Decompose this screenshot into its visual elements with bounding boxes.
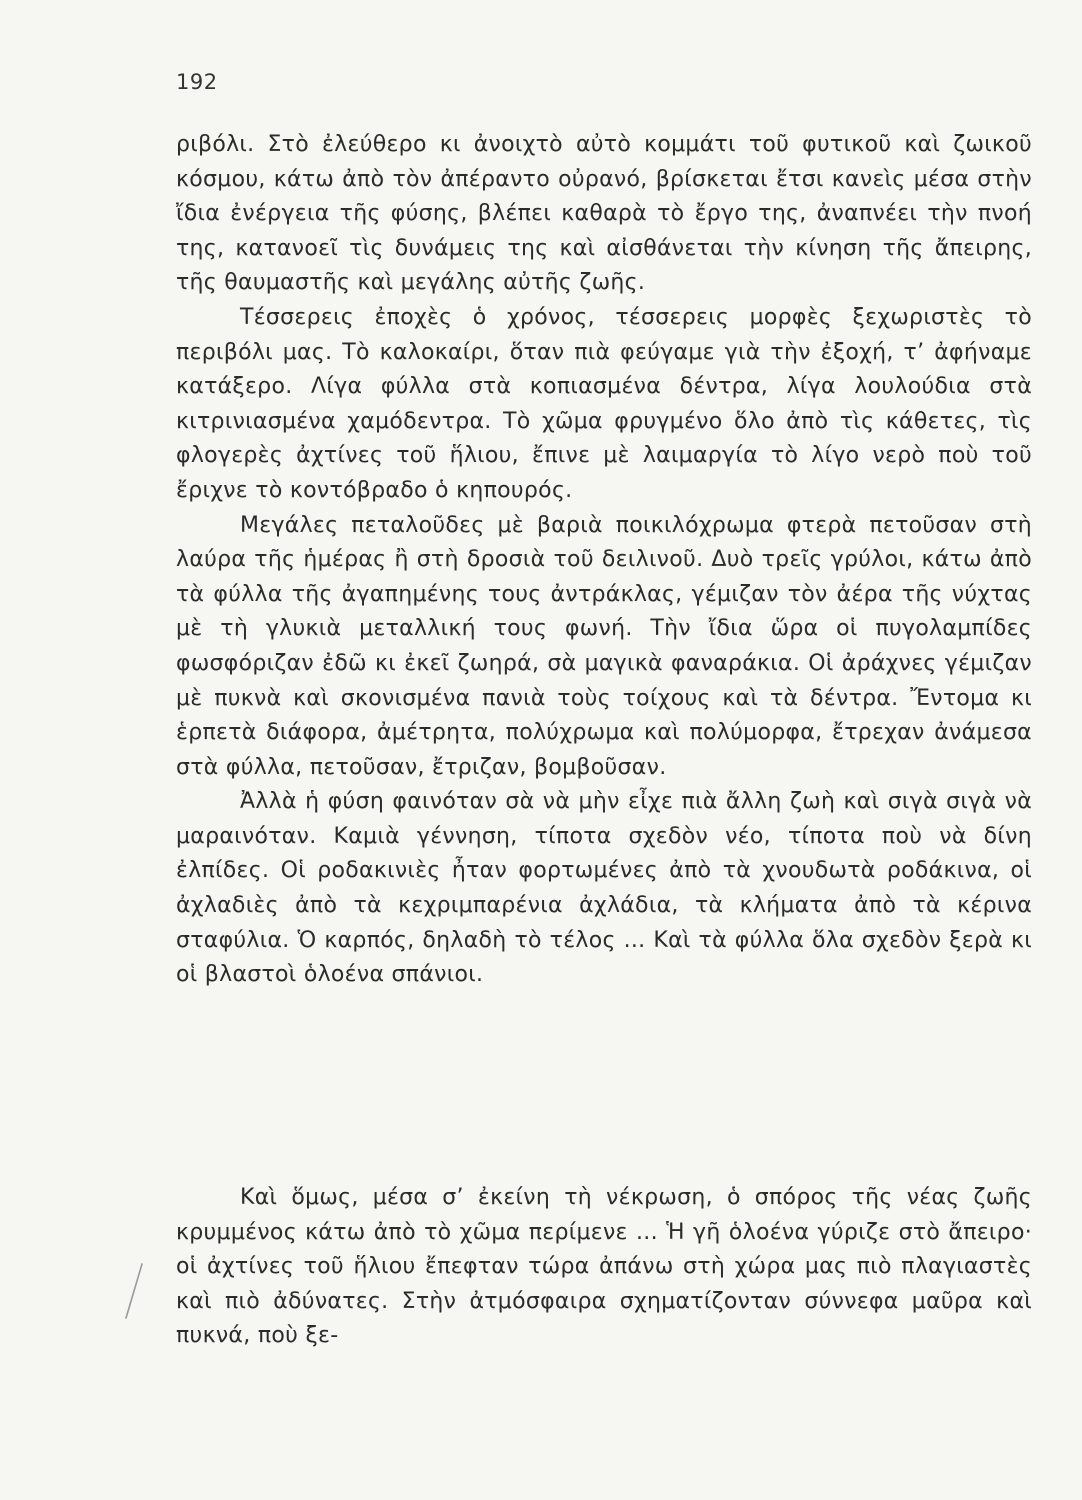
paragraph: Ἀλλὰ ἡ φύση φαινόταν σὰ νὰ μὴν εἶχε πιὰ ἄλλη ζωὴ καὶ σιγὰ σιγὰ νὰ μαραινόταν. Καμιὰ γέννηση, τίποτα σχεδὸν νέο, τίποτα ποὺ νὰ δίνη ἐλπίδες. Οἱ ροδακινιὲς ἦταν φορτωμένες ἀπὸ τὰ χνουδωτὰ ροδάκινα, οἱ ἀχλαδιὲς ἀπὸ τὰ κεχριμπαρένια ἀχλάδια, τὰ κλήματα ἀπὸ τὰ κέρινα σταφύλια. Ὁ καρπός, δηλαδὴ τὸ τέλος ... Καὶ τὰ φύλλα ὅλα σχεδὸν ξερὰ κι οἱ βλαστοὶ ὁλοένα σπάνιοι. <box>176 789 1032 988</box>
body-text-lower <box>176 1181 1032 1354</box>
paragraph: ριβόλι. Στὸ ἐλεύθερο κι ἀνοιχτὸ αὐτὸ κομμάτι τοῦ φυτικοῦ καὶ ζωικοῦ κόσμου, κάτω ἀπὸ τὸν ἀπέραντο οὐρανό, βρίσκεται ἔτσι κανεὶς μέσα στὴν ἴδια ἐνέργεια τῆς φύσης, βλέπει καθαρὰ τὸ ἔργο της, ἀναπνέει τὴν πνοή της, κατανοεῖ τὶς δυνάμεις της καὶ αἰσθάνεται τὴν κίνηση τῆς ἄπειρης, τῆς θαυμαστῆς καὶ μεγάλης αὐτῆς ζωῆς. <box>176 132 1032 296</box>
paragraph: Μεγάλες πεταλοῦδες μὲ βαριὰ ποικιλόχρωμα φτερὰ πετοῦσαν στὴ λαύρα τῆς ἡμέρας ἢ στὴ δροσιὰ τοῦ δειλινοῦ. Δυὸ τρεῖς γρύλοι, κάτω ἀπὸ τὰ φύλλα τῆς ἀγαπημένης τους ἀντράκλας, γέμιζαν τὸν ἀέρα τῆς νύχτας μὲ τὴ γλυκιὰ μεταλλική τους φωνή. Τὴν ἴδια ὥρα οἱ πυγολαμπίδες φωσφόριζαν ἐδῶ κι ἐκεῖ ζωηρά, σὰ μαγικὰ φαναράκια. Οἱ ἀράχνες γέμιζαν μὲ πυκνὰ καὶ σκονισμένα πανιὰ τοὺς τοίχους καὶ τὰ δέντρα. Ἔντομα κι ἑρπετὰ διάφορα, ἀμέτρητα, πολύχρωμα καὶ πολύμορφα, ἔτρεχαν ἀνάμεσα στὰ φύλλα, πετοῦσαν, ἔτριζαν, βομβοῦσαν. <box>176 512 1032 780</box>
paragraph: Καὶ ὅμως, μέσα σ’ ἐκείνη τὴ νέκρωση, ὁ σπόρος τῆς νέας ζωῆς κρυμμένος κάτω ἀπὸ τὸ χῶμα περίμενε ... Ἡ γῆ ὁλοένα γύριζε στὸ ἄπειρο· οἱ ἀχτίνες τοῦ ἥλιου ἔπεφταν τώρα ἀπάνω στὴ χώρα μας πιὸ πλαγιαστὲς καὶ πιὸ ἀδύνατες. Στὴν ἀτμόσφαιρα σχηματίζονταν σύννεφα μαῦρα καὶ πυκνά, ποὺ ξε- <box>176 1185 1032 1349</box>
pencil-mark <box>118 1262 148 1320</box>
page-number: 192 <box>176 70 218 94</box>
paragraph: Τέσσερεις ἐποχὲς ὁ χρόνος, τέσσερεις μορφὲς ξεχωριστὲς τὸ περιβόλι μας. Τὸ καλοκαίρι, ὅταν πιὰ φεύγαμε γιὰ τὴν ἐξοχή, τ’ ἀφήναμε κατάξερο. Λίγα φύλλα στὰ κοπιασμένα δέντρα, λίγα λουλούδια στὰ κιτρινιασμένα χαμόδεντρα. Τὸ χῶμα φρυγμένο ὅλο ἀπὸ τὶς κάθετες, τὶς φλογερὲς ἀχτίνες τοῦ ἥλιου, ἔπινε μὲ λαιμαργία τὸ λίγο νερὸ ποὺ τοῦ ἔριχνε τὸ κοντόβραδο ὁ κηπουρός. <box>176 304 1032 503</box>
body-text-upper <box>176 128 1032 993</box>
